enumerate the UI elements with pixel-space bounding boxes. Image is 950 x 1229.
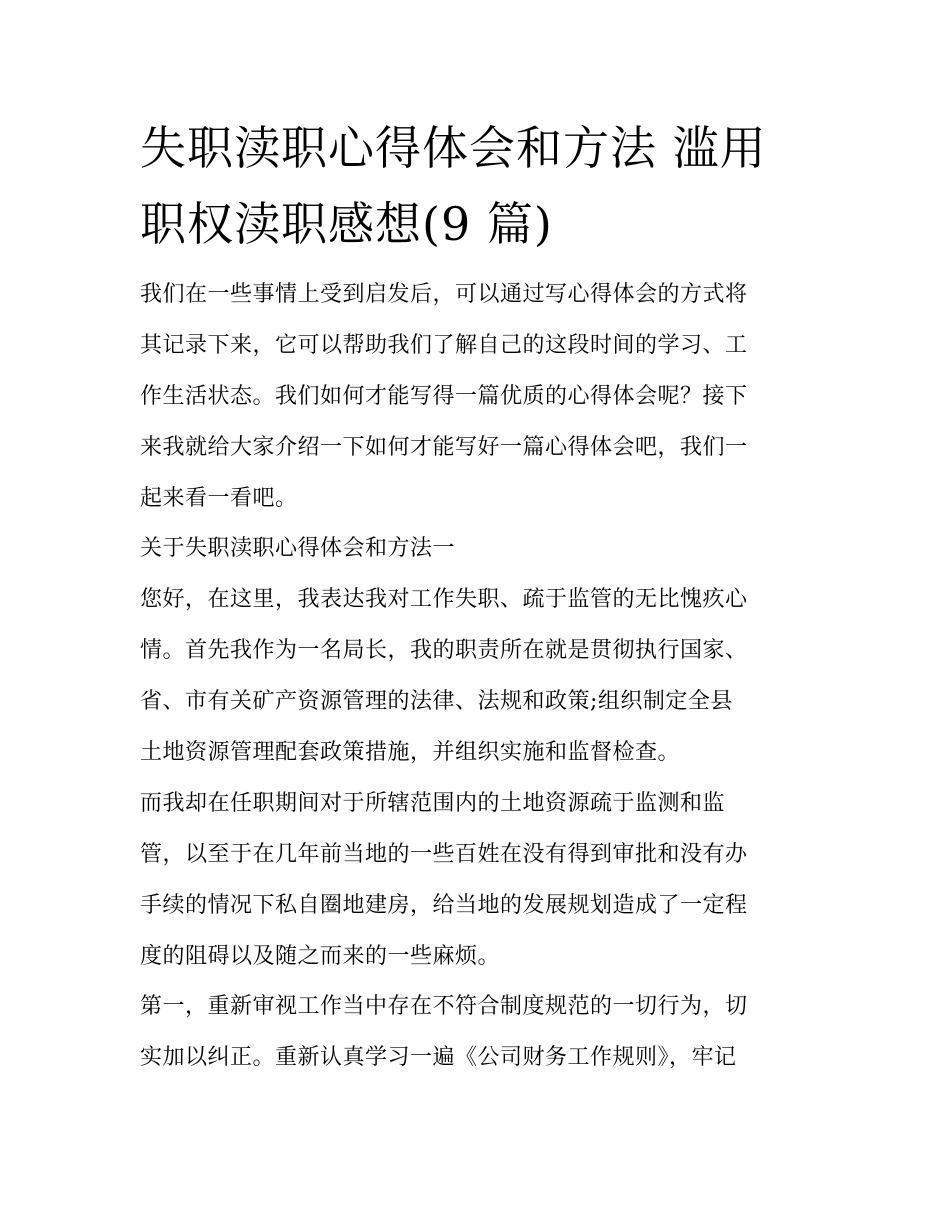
paragraph-line: 情。首先我作为一名局长，我的职责所在就是贯彻执行国家、	[140, 638, 748, 664]
paragraph-line: 实加以纠正。重新认真学习一遍《公司财务工作规则》，牢记	[140, 1045, 737, 1071]
section-heading: 关于失职渎职心得体会和方法一	[140, 536, 456, 562]
paragraph-line: 您好，在这里，我表达我对工作失职、疏于监管的无比愧疚心	[140, 587, 748, 613]
paragraph-line: 作生活状态。我们如何才能写得一篇优质的心得体会呢？接下	[140, 383, 748, 409]
paragraph-line: 我们在一些事情上受到启发后，可以通过写心得体会的方式将	[140, 282, 748, 307]
paragraph-line: 其记录下来，它可以帮助我们了解自己的这段时间的学习、工	[140, 332, 748, 358]
paragraph-line: 而我却在任职期间对于所辖范围内的土地资源疏于监测和监	[140, 790, 726, 816]
document-body	[140, 270, 820, 1084]
document-page	[140, 0, 820, 1084]
paragraph-line: 来我就给大家介绍一下如何才能写好一篇心得体会吧，我们一	[140, 434, 748, 460]
paragraph-line: 手续的情况下私自圈地建房，给当地的发展规划造成了一定程	[140, 892, 748, 918]
paragraph-line: 省、市有关矿产资源管理的法律、法规和政策;组织制定全县	[140, 689, 733, 715]
document-title	[140, 0, 820, 262]
paragraph-line: 度的阻碍以及随之而来的一些麻烦。	[140, 943, 501, 969]
paragraph-line: 土地资源管理配套政策措施，并组织实施和监督检查。	[140, 740, 681, 766]
title-line: 职权渎职感想(9 篇)	[140, 197, 553, 251]
paragraph-line: 管，以至于在几年前当地的一些百姓在没有得到审批和没有办	[140, 841, 748, 867]
title-line: 失职渎职心得体会和方法 滥用	[140, 121, 767, 175]
paragraph-line: 第一，重新审视工作当中存在不符合制度规范的一切行为，切	[140, 994, 748, 1020]
paragraph-line: 起来看一看吧。	[140, 485, 298, 511]
